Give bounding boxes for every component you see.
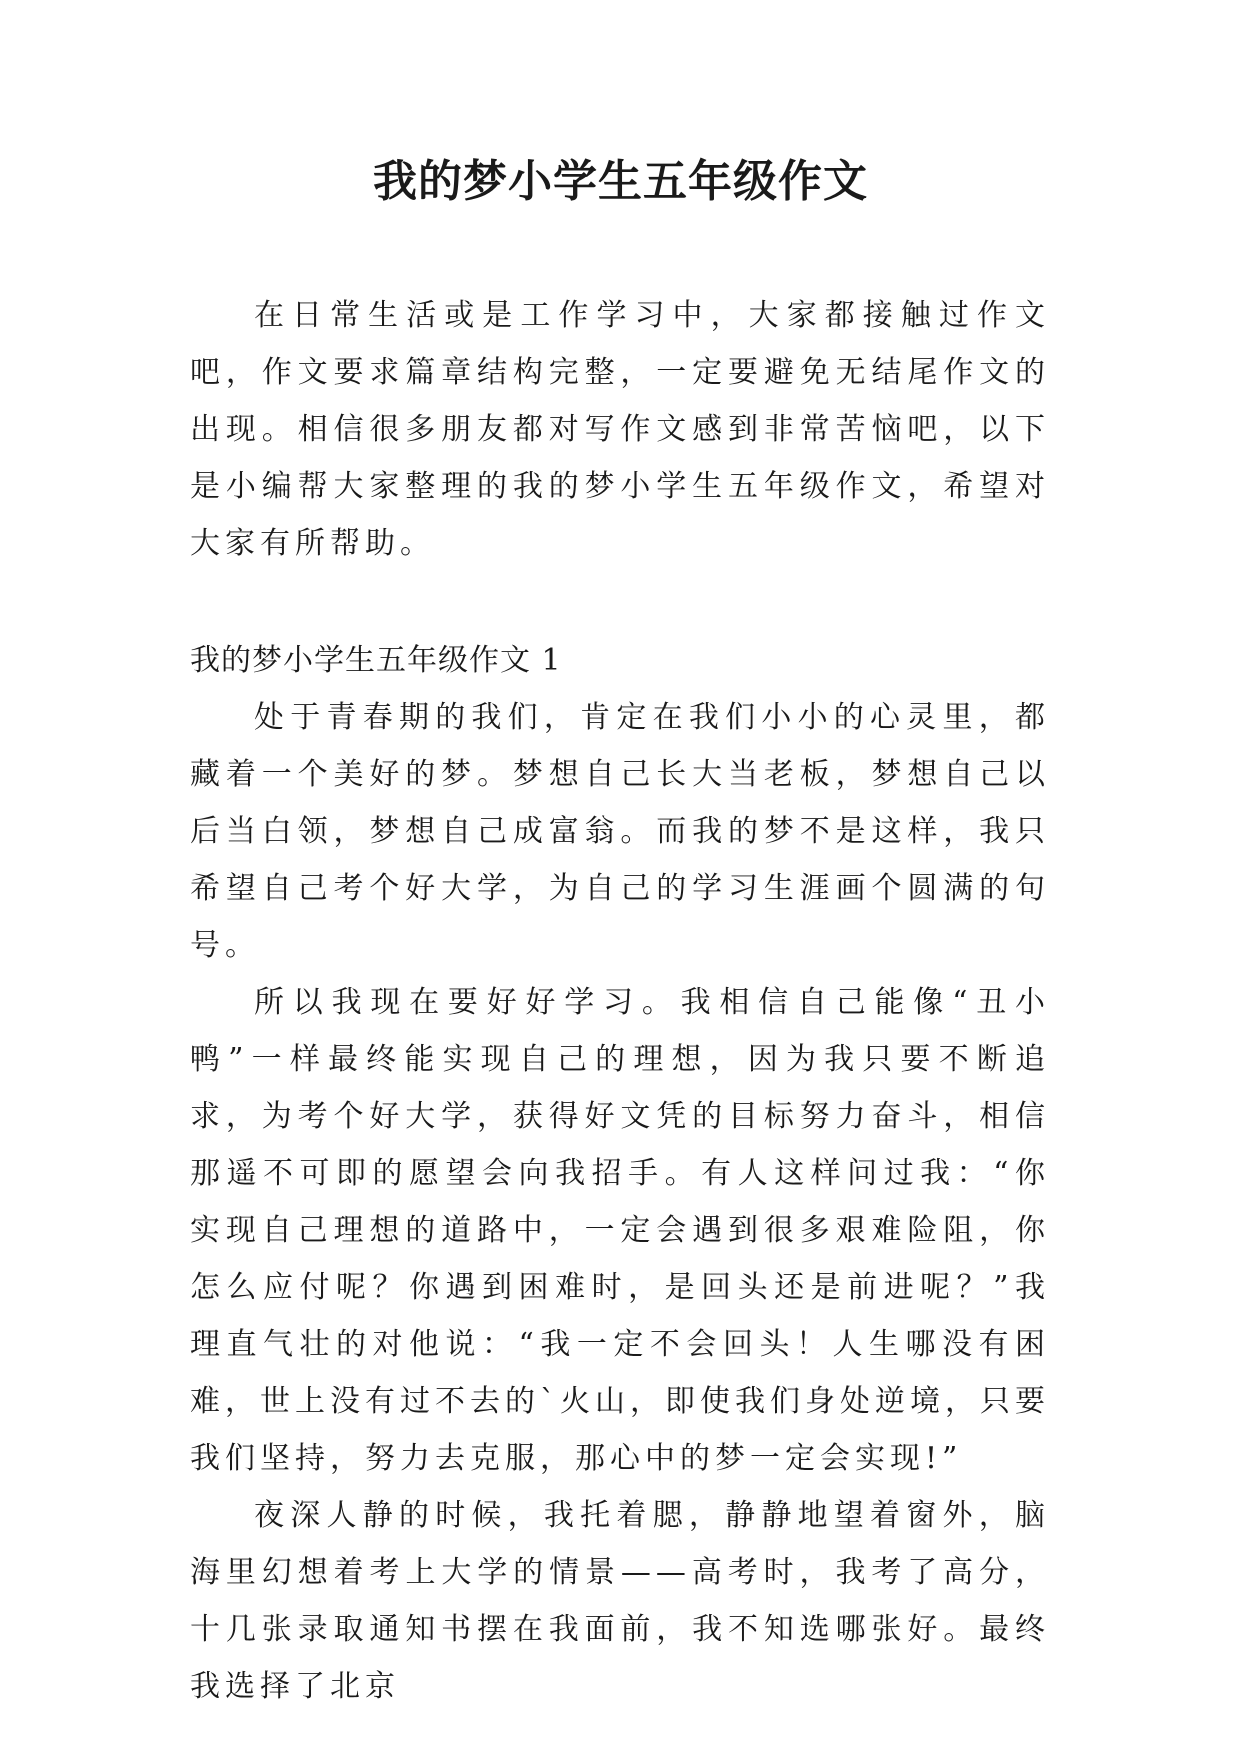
document-body	[190, 287, 1050, 1715]
intro-paragraph: 在日常生活或是工作学习中，大家都接触过作文吧，作文要求篇章结构完整，一定要避免无结尾作文的出现。相信很多朋友都对写作文感到非常苦恼吧，以下是小编帮大家整理的我的梦小学生五年级作文，希望对大家有所帮助。	[190, 298, 1050, 561]
section-spacer	[190, 572, 1050, 632]
document-title: 我的梦小学生五年级作文	[373, 156, 868, 207]
body-paragraph: 夜深人静的时候，我托着腮，静静地望着窗外，脑海里幻想着考上大学的情景——高考时，我考了高分，十几张录取通知书摆在我面前，我不知选哪张好。最终我选择了北京	[190, 1498, 1050, 1704]
section-heading: 我的梦小学生五年级作文 1	[190, 643, 562, 678]
body-paragraph: 所以我现在要好好学习。我相信自己能像“丑小鸭”一样最终能实现自己的理想，因为我只要不断追求，为考个好大学，获得好文凭的目标努力奋斗，相信那遥不可即的愿望会向我招手。有人这样问过我：“你实现自己理想的道路中，一定会遇到很多艰难险阻，你怎么应付呢？你遇到困难时，是回头还是前进呢？”我理直气壮的对他说：“我一定不会回头！人生哪没有困难，世上没有过不去的`火山，即使我们身处逆境，只要我们坚持，努力去克服，那心中的梦一定会实现!”	[190, 985, 1050, 1476]
body-paragraph: 处于青春期的我们，肯定在我们小小的心灵里，都藏着一个美好的梦。梦想自己长大当老板，梦想自己以后当白领，梦想自己成富翁。而我的梦不是这样，我只希望自己考个好大学，为自己的学习生涯画个圆满的句号。	[190, 700, 1050, 963]
